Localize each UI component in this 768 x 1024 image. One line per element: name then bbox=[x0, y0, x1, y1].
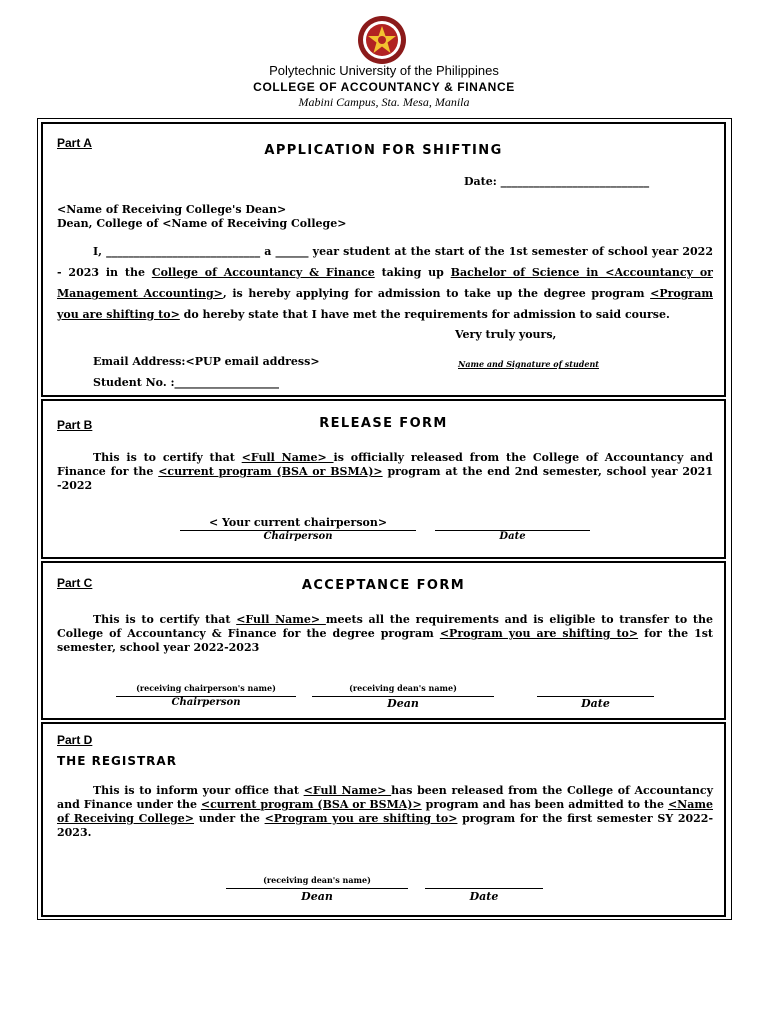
dean-signature-line bbox=[226, 888, 408, 889]
university-seal-icon bbox=[352, 14, 412, 66]
text: This is to inform your office that bbox=[93, 784, 304, 797]
year-blank[interactable]: ______ bbox=[275, 245, 309, 258]
text: program and has been admitted to the bbox=[421, 798, 668, 811]
part-b-section bbox=[41, 399, 726, 559]
chairperson-label: Chairperson bbox=[171, 697, 241, 708]
application-paragraph bbox=[57, 241, 713, 325]
receiving-dean-name: <Name of Receiving College's Dean> bbox=[57, 203, 287, 216]
text: for the 1st semester, school year 2022-2023 bbox=[57, 627, 714, 654]
part-a-tag: Part A bbox=[57, 136, 92, 150]
receiving-dean-name: (receiving dean's name) bbox=[349, 683, 457, 693]
text: program at the end 2nd semester, school year 2021 -2022 bbox=[57, 465, 713, 492]
text: taking up bbox=[374, 266, 451, 279]
date-field[interactable]: Date: ___________________________ bbox=[464, 175, 650, 188]
college-name: COLLEGE OF ACCOUNTANCY & FINANCE bbox=[253, 80, 515, 94]
dean-label: Dean bbox=[387, 697, 419, 710]
university-name: Polytechnic University of the Philippines bbox=[269, 63, 499, 78]
date-label: Date bbox=[581, 697, 610, 710]
part-b-title: RELEASE FORM bbox=[319, 416, 448, 431]
text: has been released from the College of Accountancy and Finance under the bbox=[57, 784, 713, 811]
part-c-section bbox=[41, 561, 726, 720]
program-placeholder: <current program (BSA or BSMA)> bbox=[158, 465, 383, 478]
text: is officially released from the College of Accountancy and Finance for the bbox=[57, 451, 713, 478]
receiving-chairperson-name: (receiving chairperson's name) bbox=[136, 683, 276, 693]
dean-label: Dean bbox=[301, 890, 333, 903]
signature-label: Name and Signature of student bbox=[458, 359, 599, 369]
program-underlined: Bachelor of Science in <Accountancy or Management Accounting> bbox=[57, 266, 713, 300]
part-c-tag: Part C bbox=[57, 576, 93, 590]
date-label: Date bbox=[499, 531, 526, 542]
registrar-paragraph bbox=[57, 784, 713, 840]
text: do hereby state that I have met the requirements for admission to said course. bbox=[179, 308, 670, 321]
text: under the bbox=[194, 812, 265, 825]
acceptance-paragraph bbox=[57, 613, 713, 655]
full-name-placeholder: <Full Name> bbox=[236, 613, 326, 626]
part-d-section bbox=[41, 722, 726, 917]
full-name-placeholder: <Full Name> bbox=[303, 784, 392, 797]
campus-name: Mabini Campus, Sta. Mesa, Manila bbox=[298, 95, 470, 109]
part-d-title: THE REGISTRAR bbox=[57, 754, 177, 768]
part-b-tag: Part B bbox=[57, 418, 93, 432]
chairperson-label: Chairperson bbox=[263, 531, 333, 542]
name-blank[interactable]: ____________________________ bbox=[106, 245, 261, 258]
text: a bbox=[260, 245, 276, 258]
release-paragraph bbox=[57, 451, 713, 493]
receiving-dean-name: (receiving dean's name) bbox=[263, 875, 371, 885]
student-number-field[interactable]: Student No. :___________________ bbox=[93, 376, 280, 389]
text: This is to certify that bbox=[93, 613, 237, 626]
program-placeholder: <Program you are shifting to> bbox=[439, 627, 639, 640]
shifting-program-underlined: <Program you are shifting to> bbox=[57, 287, 713, 321]
text: This is to certify that bbox=[93, 451, 242, 464]
text: meets all the requirements and is eligible to transfer to the College of Accountancy & Finance for the degree program bbox=[57, 613, 713, 640]
part-d-tag: Part D bbox=[57, 733, 93, 747]
text: program for the first semester SY 2022-2023. bbox=[57, 812, 714, 839]
text: I, bbox=[93, 245, 107, 258]
full-name-placeholder: <Full Name> bbox=[241, 451, 334, 464]
current-chairperson-name: < Your current chairperson> bbox=[208, 516, 388, 529]
part-c-title: ACCEPTANCE FORM bbox=[301, 578, 466, 593]
receiving-dean-title: Dean, College of <Name of Receiving College> bbox=[57, 217, 347, 230]
college-underlined: College of Accountancy & Finance bbox=[151, 266, 375, 279]
program-placeholder: <current program (BSA or BSMA)> bbox=[200, 798, 422, 811]
shifting-program-placeholder: <Program you are shifting to> bbox=[264, 812, 458, 825]
text: , is hereby applying for admission to take up the degree program bbox=[222, 287, 651, 300]
text: year student at the start of the 1st semester of school year 2022 - 2023 in the bbox=[57, 245, 713, 279]
date-label: Date bbox=[469, 890, 499, 903]
college-placeholder: <Name of Receiving College> bbox=[57, 798, 713, 825]
email-address: Email Address:<PUP email address> bbox=[93, 355, 320, 368]
closing-text: Very truly yours, bbox=[455, 328, 557, 341]
part-a-section bbox=[41, 122, 726, 397]
part-a-title: APPLICATION FOR SHIFTING bbox=[264, 143, 503, 158]
date-signature-line bbox=[425, 888, 543, 889]
